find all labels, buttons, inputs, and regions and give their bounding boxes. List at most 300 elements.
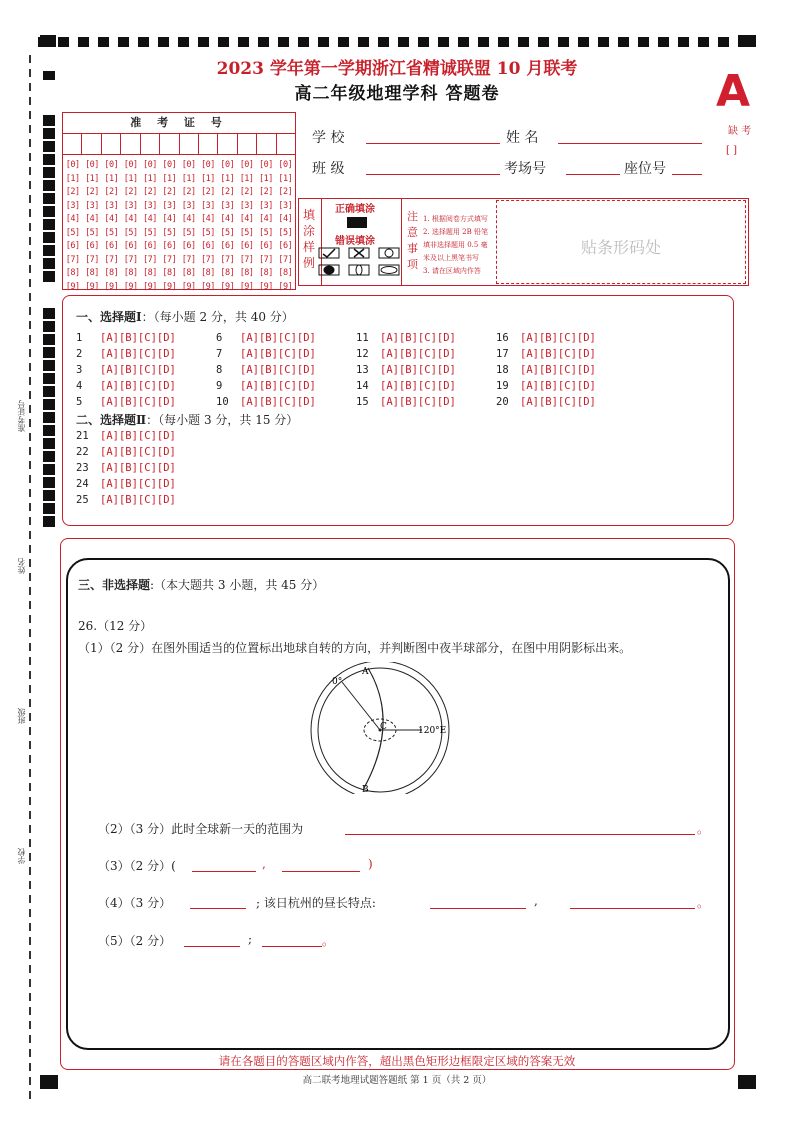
timing-mark: [43, 308, 55, 319]
digit-bubble[interactable]: [1]: [104, 173, 119, 184]
question-number: 8: [216, 364, 223, 376]
timing-mark: [43, 373, 55, 384]
digit-bubble[interactable]: [7]: [181, 254, 196, 265]
digit-bubble[interactable]: [9]: [65, 281, 80, 292]
digit-bubble[interactable]: [4]: [201, 214, 215, 224]
timing-mark: [218, 37, 229, 47]
digit-bubble[interactable]: [9]: [278, 281, 293, 292]
timing-mark: [43, 360, 55, 371]
question-number: 1: [76, 332, 83, 344]
digit-bubble[interactable]: [0]: [201, 160, 215, 170]
digit-bubble[interactable]: [6]: [220, 241, 235, 251]
earth-diagram[interactable]: [298, 662, 478, 794]
timing-mark: [43, 516, 55, 527]
digit-bubble[interactable]: [4]: [181, 214, 196, 224]
digit-bubble[interactable]: [0]: [104, 160, 119, 170]
digit-bubble[interactable]: [5]: [143, 227, 157, 238]
exam-number-label: 准 考 证 号: [63, 113, 295, 134]
digit-bubble[interactable]: [8]: [104, 268, 119, 278]
timing-mark: [478, 37, 489, 47]
digit-bubble[interactable]: [5]: [278, 227, 293, 238]
digit-bubble[interactable]: [5]: [181, 227, 196, 238]
question-20[interactable]: [496, 396, 596, 408]
timing-mark: [398, 37, 409, 47]
answer-options[interactable]: [A][B][C][D]: [100, 446, 176, 458]
question-number: 5: [76, 396, 83, 408]
question-25[interactable]: [76, 494, 176, 506]
q26-4: （4）（3 分）: [98, 896, 172, 910]
digit-bubble[interactable]: [4]: [104, 214, 119, 224]
digit-bubble[interactable]: [9]: [239, 281, 254, 292]
exam-number-column[interactable]: [198, 159, 217, 294]
q26-4-period: 。: [697, 896, 710, 910]
room-field[interactable]: [566, 174, 620, 175]
question-number: 17: [496, 348, 509, 360]
timing-mark: [498, 37, 509, 47]
answer-options[interactable]: [A][B][C][D]: [520, 396, 596, 408]
question-7[interactable]: [216, 348, 316, 360]
answer-options[interactable]: [A][B][C][D]: [520, 348, 596, 360]
timing-mark: [138, 37, 149, 47]
q26-4-comma: ,: [534, 894, 538, 908]
digit-bubble[interactable]: [1]: [162, 173, 177, 184]
digit-bubble[interactable]: [5]: [201, 227, 215, 238]
answer-options[interactable]: [A][B][C][D]: [380, 380, 456, 392]
digit-bubble[interactable]: [1]: [65, 173, 80, 184]
digit-bubble[interactable]: [0]: [220, 160, 235, 170]
q26-5-answer-a[interactable]: [184, 946, 240, 947]
paper-version: A: [716, 66, 751, 117]
q26-5-sep: ;: [248, 932, 253, 946]
timing-mark: [158, 37, 169, 47]
timing-mark: [438, 37, 449, 47]
digit-bubble[interactable]: [6]: [201, 241, 215, 251]
school-field[interactable]: [366, 143, 500, 144]
question-1[interactable]: [76, 332, 176, 344]
exam-number-cell[interactable]: [238, 134, 257, 154]
digit-bubble[interactable]: [8]: [201, 268, 215, 278]
digit-bubble[interactable]: [7]: [143, 254, 157, 265]
digit-bubble[interactable]: [7]: [220, 254, 235, 265]
exam-number-column[interactable]: [63, 159, 82, 294]
side-char: 涂: [303, 224, 316, 238]
timing-mark: [258, 37, 269, 47]
digit-bubble[interactable]: [8]: [278, 268, 293, 278]
digit-bubble[interactable]: [7]: [259, 254, 273, 265]
answer-area-inner[interactable]: [66, 558, 730, 1050]
label-120e: 120°E: [418, 726, 447, 736]
digit-bubble[interactable]: [3]: [123, 200, 138, 211]
digit-bubble[interactable]: [0]: [65, 160, 80, 170]
exam-number-cell[interactable]: [257, 134, 276, 154]
side-label-class: 班级: [17, 708, 26, 724]
digit-bubble[interactable]: [1]: [181, 173, 196, 184]
answer-options[interactable]: [A][B][C][D]: [380, 364, 456, 376]
digit-bubble[interactable]: [4]: [65, 214, 80, 224]
answer-options[interactable]: [A][B][C][D]: [100, 478, 176, 490]
q26-4-answer-b[interactable]: [430, 908, 526, 909]
answer-options[interactable]: [A][B][C][D]: [100, 462, 176, 474]
digit-bubble[interactable]: [4]: [143, 214, 157, 224]
timing-mark: [43, 490, 55, 501]
digit-bubble[interactable]: [8]: [85, 268, 99, 278]
timing-mark: [298, 37, 309, 47]
digit-bubble[interactable]: [2]: [220, 187, 235, 197]
q26-4-answer-c[interactable]: [570, 908, 695, 909]
digit-bubble[interactable]: [4]: [259, 214, 273, 224]
digit-bubble[interactable]: [5]: [259, 227, 273, 238]
subject-title: 高二年级地理学科 答题卷: [294, 84, 500, 104]
digit-bubble[interactable]: [5]: [65, 227, 80, 238]
question-5[interactable]: [76, 396, 176, 408]
digit-bubble[interactable]: [9]: [85, 281, 99, 292]
digit-bubble[interactable]: [0]: [278, 160, 293, 170]
digit-bubble[interactable]: [1]: [123, 173, 138, 184]
answer-options[interactable]: [A][B][C][D]: [520, 332, 596, 344]
digit-bubble[interactable]: [3]: [162, 200, 177, 211]
digit-bubble[interactable]: [6]: [278, 241, 293, 251]
question-14[interactable]: [356, 380, 456, 392]
q26-5-answer-b[interactable]: [262, 946, 322, 947]
question-number: 15: [356, 396, 369, 408]
timing-mark: [78, 37, 89, 47]
digit-bubble[interactable]: [3]: [201, 200, 215, 211]
name-field[interactable]: [558, 143, 702, 144]
digit-bubble[interactable]: [6]: [162, 241, 177, 251]
digit-bubble[interactable]: [4]: [123, 214, 138, 224]
question-number: 4: [76, 380, 83, 392]
timing-mark: [538, 37, 549, 47]
timing-mark: [43, 219, 55, 230]
timing-mark: [418, 37, 429, 47]
timing-mark: [43, 347, 55, 358]
answer-options[interactable]: [A][B][C][D]: [240, 332, 316, 344]
timing-mark: [43, 167, 55, 178]
exam-number-column[interactable]: [140, 159, 159, 294]
digit-bubble[interactable]: [5]: [162, 227, 177, 238]
exam-number-bubbles[interactable]: [63, 155, 295, 294]
question-12[interactable]: [356, 348, 456, 360]
timing-mark: [43, 451, 55, 462]
question-number: 19: [496, 380, 509, 392]
room-label: 考场号: [504, 161, 546, 177]
answer-options[interactable]: [A][B][C][D]: [240, 364, 316, 376]
q26-5: （5）（2 分）: [98, 934, 172, 948]
question-number: 6: [216, 332, 223, 344]
exam-number-column[interactable]: [276, 159, 295, 294]
digit-bubble[interactable]: [5]: [220, 227, 235, 238]
exam-number-write-cells[interactable]: [63, 134, 295, 155]
digit-bubble[interactable]: [0]: [181, 160, 196, 170]
absent-checkbox[interactable]: [ ]: [726, 145, 737, 156]
digit-bubble[interactable]: [6]: [65, 241, 80, 251]
timing-mark: [43, 464, 55, 475]
digit-bubble[interactable]: [9]: [220, 281, 235, 292]
digit-bubble[interactable]: [2]: [104, 187, 119, 197]
digit-bubble[interactable]: [1]: [239, 173, 254, 184]
digit-bubble[interactable]: [9]: [181, 281, 196, 292]
digit-bubble[interactable]: [0]: [143, 160, 157, 170]
digit-bubble[interactable]: [3]: [65, 200, 80, 211]
notice-item: 2. 选择题用 2B 铅笔: [423, 228, 488, 236]
seat-field[interactable]: [672, 174, 702, 175]
digit-bubble[interactable]: [2]: [278, 187, 293, 197]
section3-title: 三、非选择题:（本大题共 3 小题，共 45 分）: [78, 578, 325, 592]
question-18[interactable]: [496, 364, 596, 376]
timing-mark: [43, 154, 55, 165]
digit-bubble[interactable]: [5]: [239, 227, 254, 238]
digit-bubble[interactable]: [6]: [104, 241, 119, 251]
exam-number-cell[interactable]: [199, 134, 218, 154]
question-23[interactable]: [76, 462, 176, 474]
answer-options[interactable]: [A][B][C][D]: [380, 396, 456, 408]
exam-number-column[interactable]: [256, 159, 275, 294]
digit-bubble[interactable]: [2]: [239, 187, 254, 197]
timing-mark: [43, 412, 55, 423]
digit-bubble[interactable]: [3]: [181, 200, 196, 211]
digit-bubble[interactable]: [6]: [123, 241, 138, 251]
exam-number-cell[interactable]: [141, 134, 160, 154]
q26-2-period: 。: [697, 822, 710, 836]
answer-options[interactable]: [A][B][C][D]: [240, 348, 316, 360]
digit-bubble[interactable]: [1]: [220, 173, 235, 184]
digit-bubble[interactable]: [4]: [278, 214, 293, 224]
digit-bubble[interactable]: [1]: [259, 173, 273, 184]
answer-options[interactable]: [A][B][C][D]: [100, 348, 176, 360]
answer-options[interactable]: [A][B][C][D]: [380, 348, 456, 360]
timing-mark: [358, 37, 369, 47]
notice-char: 事: [407, 242, 418, 255]
question-8[interactable]: [216, 364, 316, 376]
timing-mark: [43, 128, 55, 139]
label-b: B: [362, 785, 369, 794]
digit-bubble[interactable]: [1]: [85, 173, 99, 184]
digit-bubble[interactable]: [7]: [123, 254, 138, 265]
timing-mark: [178, 37, 189, 47]
digit-bubble[interactable]: [9]: [143, 281, 157, 292]
exam-number-column[interactable]: [218, 159, 237, 294]
timing-mark: [558, 37, 569, 47]
digit-bubble[interactable]: [7]: [239, 254, 254, 265]
notice-side-label: [407, 209, 421, 273]
timing-mark: [43, 503, 55, 514]
exam-number-column[interactable]: [179, 159, 198, 294]
answer-options[interactable]: [A][B][C][D]: [100, 364, 176, 376]
absent-label: 缺 考: [728, 126, 752, 137]
class-label: 班 级: [312, 161, 345, 177]
digit-bubble[interactable]: [2]: [162, 187, 177, 197]
digit-bubble[interactable]: [4]: [220, 214, 235, 224]
digit-bubble[interactable]: [6]: [85, 241, 99, 251]
answer-options[interactable]: [A][B][C][D]: [100, 494, 176, 506]
q26-3-answer-b[interactable]: [282, 871, 360, 872]
question-13[interactable]: [356, 364, 456, 376]
exam-number-column[interactable]: [121, 159, 140, 294]
q26-3-answer-a[interactable]: [192, 871, 256, 872]
section2-title: 二、选择题Ⅱ：（每小题 3 分，共 15 分）: [76, 413, 299, 427]
exam-number-cell[interactable]: [180, 134, 199, 154]
class-field[interactable]: [366, 174, 500, 175]
digit-bubble[interactable]: [6]: [181, 241, 196, 251]
question-17[interactable]: [496, 348, 596, 360]
question-22[interactable]: [76, 446, 176, 458]
question-2[interactable]: [76, 348, 176, 360]
answer-options[interactable]: [A][B][C][D]: [100, 396, 176, 408]
corner-mark: [40, 35, 56, 47]
answer-options[interactable]: [A][B][C][D]: [100, 380, 176, 392]
digit-bubble[interactable]: [4]: [85, 214, 99, 224]
correct-fill-example: [347, 217, 367, 228]
digit-bubble[interactable]: [8]: [220, 268, 235, 278]
exam-number-cell[interactable]: [218, 134, 237, 154]
question-3[interactable]: [76, 364, 176, 376]
question-number: 11: [356, 332, 369, 344]
side-char: 例: [303, 256, 316, 270]
question-number: 9: [216, 380, 223, 392]
digit-bubble[interactable]: [6]: [259, 241, 273, 251]
question-6[interactable]: [216, 332, 316, 344]
top-timing-marks: [38, 37, 756, 47]
timing-mark: [43, 438, 55, 449]
barcode-area: [496, 200, 746, 284]
digit-bubble[interactable]: [1]: [201, 173, 215, 184]
answer-options[interactable]: [A][B][C][D]: [240, 396, 316, 408]
notice-item: 1. 根据阅卷方式填写: [423, 215, 488, 223]
timing-mark: [458, 37, 469, 47]
answer-options[interactable]: [A][B][C][D]: [240, 380, 316, 392]
timing-mark: [58, 37, 69, 47]
digit-bubble[interactable]: [2]: [85, 187, 99, 197]
exam-title: 2023 学年第一学期浙江省精诚联盟 10 月联考: [216, 59, 578, 79]
digit-bubble[interactable]: [8]: [162, 268, 177, 278]
digit-bubble[interactable]: [2]: [65, 187, 80, 197]
digit-bubble[interactable]: [7]: [162, 254, 177, 265]
digit-bubble[interactable]: [9]: [104, 281, 119, 292]
answer-options[interactable]: [A][B][C][D]: [100, 332, 176, 344]
digit-bubble[interactable]: [5]: [104, 227, 119, 238]
digit-bubble[interactable]: [0]: [259, 160, 273, 170]
digit-bubble[interactable]: [8]: [259, 268, 273, 278]
digit-bubble[interactable]: [0]: [123, 160, 138, 170]
digit-bubble[interactable]: [3]: [85, 200, 99, 211]
exam-number-cell[interactable]: [160, 134, 179, 154]
digit-bubble[interactable]: [6]: [143, 241, 157, 251]
digit-bubble[interactable]: [7]: [85, 254, 99, 265]
digit-bubble[interactable]: [8]: [239, 268, 254, 278]
binding-line: [29, 55, 31, 1100]
digit-bubble[interactable]: [8]: [181, 268, 196, 278]
digit-bubble[interactable]: [5]: [123, 227, 138, 238]
exam-number-cell[interactable]: [82, 134, 101, 154]
digit-bubble[interactable]: [7]: [278, 254, 293, 265]
digit-bubble[interactable]: [5]: [85, 227, 99, 238]
digit-bubble[interactable]: [9]: [162, 281, 177, 292]
q26-3-close: ): [368, 857, 373, 871]
timing-mark: [638, 37, 649, 47]
timing-mark: [318, 37, 329, 47]
digit-bubble[interactable]: [2]: [123, 187, 138, 197]
digit-bubble[interactable]: [2]: [201, 187, 215, 197]
timing-mark: [43, 115, 55, 126]
notice-item: 填非选择题用 0.5 毫: [423, 241, 488, 249]
question-24[interactable]: [76, 478, 176, 490]
question-16[interactable]: [496, 332, 596, 344]
timing-mark: [43, 386, 55, 397]
question-11[interactable]: [356, 332, 456, 344]
answer-options[interactable]: [A][B][C][D]: [100, 430, 176, 442]
digit-bubble[interactable]: [2]: [143, 187, 157, 197]
digit-bubble[interactable]: [0]: [162, 160, 177, 170]
timing-mark: [98, 37, 109, 47]
exam-number-column[interactable]: [102, 159, 121, 294]
notice-item: 米及以上黑笔书写: [423, 254, 479, 262]
digit-bubble[interactable]: [3]: [259, 200, 273, 211]
digit-bubble[interactable]: [0]: [239, 160, 254, 170]
digit-bubble[interactable]: [8]: [123, 268, 138, 278]
question-21[interactable]: [76, 430, 176, 442]
digit-bubble[interactable]: [7]: [65, 254, 80, 265]
question-4[interactable]: [76, 380, 176, 392]
question-9[interactable]: [216, 380, 316, 392]
digit-bubble[interactable]: [7]: [104, 254, 119, 265]
digit-bubble[interactable]: [6]: [239, 241, 254, 251]
digit-bubble[interactable]: [3]: [239, 200, 254, 211]
exam-number-cell[interactable]: [63, 134, 82, 154]
digit-bubble[interactable]: [3]: [104, 200, 119, 211]
timing-mark: [43, 193, 55, 204]
digit-bubble[interactable]: [1]: [143, 173, 157, 184]
digit-bubble[interactable]: [9]: [201, 281, 215, 292]
digit-bubble[interactable]: [1]: [278, 173, 293, 184]
digit-bubble[interactable]: [3]: [143, 200, 157, 211]
answer-options[interactable]: [A][B][C][D]: [520, 380, 596, 392]
q26-3: （3）（2 分）(: [98, 859, 176, 873]
exam-number-cell[interactable]: [277, 134, 295, 154]
digit-bubble[interactable]: [8]: [65, 268, 80, 278]
question-15[interactable]: [356, 396, 456, 408]
question-number: 12: [356, 348, 369, 360]
question-10[interactable]: [216, 396, 316, 408]
q26-2-answer[interactable]: [345, 834, 695, 835]
timing-mark: [698, 37, 709, 47]
digit-bubble[interactable]: [7]: [201, 254, 215, 265]
timing-mark: [43, 271, 55, 282]
timing-mark: [43, 141, 55, 152]
question-19[interactable]: [496, 380, 596, 392]
answer-options[interactable]: [A][B][C][D]: [520, 364, 596, 376]
exam-number-cell[interactable]: [102, 134, 121, 154]
digit-bubble[interactable]: [3]: [278, 200, 293, 211]
digit-bubble[interactable]: [9]: [123, 281, 138, 292]
exam-number-column[interactable]: [237, 159, 256, 294]
exam-number-column[interactable]: [82, 159, 101, 294]
digit-bubble[interactable]: [2]: [259, 187, 273, 197]
q26-4-answer-a[interactable]: [190, 908, 246, 909]
digit-bubble[interactable]: [2]: [181, 187, 196, 197]
digit-bubble[interactable]: [4]: [162, 214, 177, 224]
exam-number-column[interactable]: [160, 159, 179, 294]
digit-bubble[interactable]: [9]: [259, 281, 273, 292]
exam-number-grid: [62, 112, 296, 290]
digit-bubble[interactable]: [4]: [239, 214, 254, 224]
timing-mark: [118, 37, 129, 47]
notice-item: 3. 请在区域内作答: [423, 267, 481, 275]
digit-bubble[interactable]: [8]: [143, 268, 157, 278]
digit-bubble[interactable]: [3]: [220, 200, 235, 211]
exam-number-cell[interactable]: [121, 134, 140, 154]
answer-options[interactable]: [A][B][C][D]: [380, 332, 456, 344]
digit-bubble[interactable]: [0]: [85, 160, 99, 170]
